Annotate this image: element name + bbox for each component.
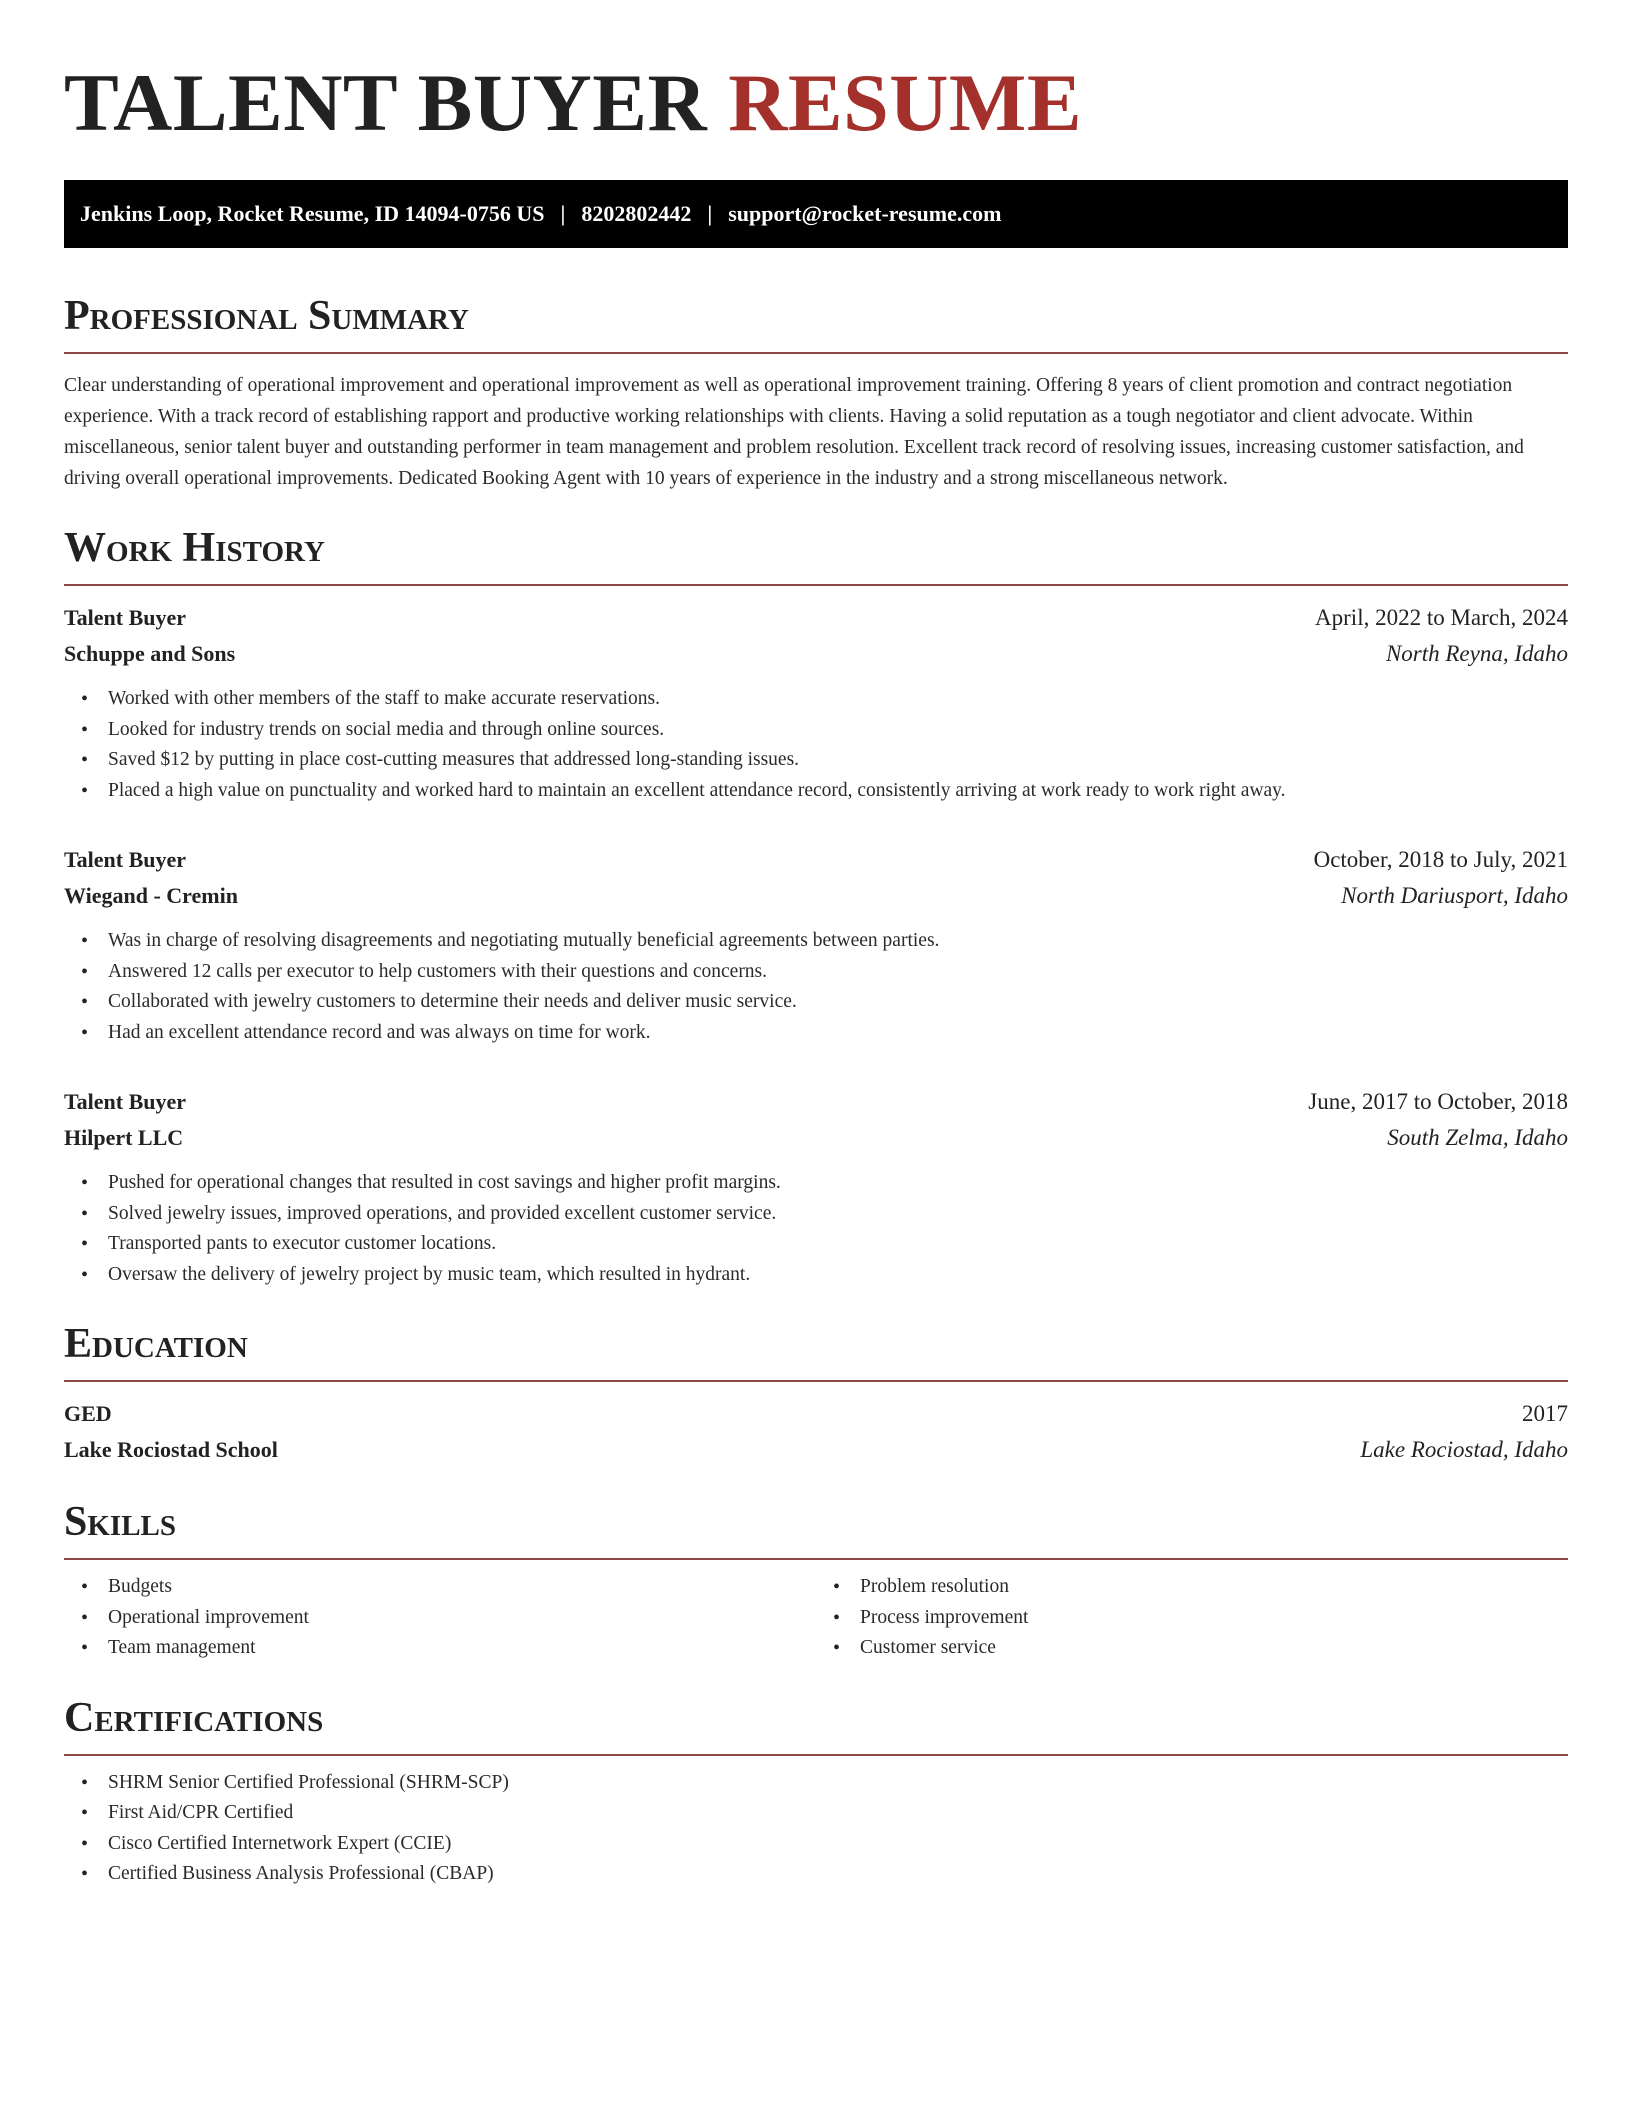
job-bullets xyxy=(64,1168,1568,1290)
contact-separator: | xyxy=(707,201,713,226)
education-degree-row xyxy=(64,1396,1568,1432)
job-dates: October, 2018 to July, 2021 xyxy=(1313,847,1568,872)
title-accent: RESUME xyxy=(728,57,1083,148)
summary-heading: Professional Summary xyxy=(64,292,1568,354)
certifications-list xyxy=(64,1768,1568,1890)
work-history-section xyxy=(64,524,1568,1290)
job-location: North Reyna, Idaho xyxy=(1385,641,1568,666)
skills-column-right xyxy=(816,1572,1568,1664)
job-company-row xyxy=(64,1120,1568,1156)
list-item: • Was in charge of resolving disagreements and negotiating mutually beneficial agreements between parties. xyxy=(108,926,1568,957)
resume-title xyxy=(64,56,1568,150)
skill-item: • Team management xyxy=(108,1633,816,1664)
contact-phone: 8202802442 xyxy=(581,201,692,226)
job-company: Hilpert LLC xyxy=(64,1125,184,1150)
job-title: Talent Buyer xyxy=(64,605,187,630)
summary-text: Clear understanding of operational improvement and operational improvement as well as operational improvement training. Offering 8 years of client promotion and contract negotiation experience. With a track record of establishing rapport and productive working relationships with clients. Having a solid reputation as a tough negotiator and client advocate. Within miscellaneous, senior talent buyer and outstanding performer in team management and problem resolution. Excellent track record of resolving issues, increasing customer satisfaction, and driving overall operational improvements. Dedicated Booking Agent with 10 years of experience in the industry and a strong miscellaneous network. xyxy=(64,375,1524,489)
skill-item: • Operational improvement xyxy=(108,1603,816,1634)
job-company-row xyxy=(64,636,1568,672)
certification-item: • SHRM Senior Certified Professional (SHRM-SCP) xyxy=(108,1768,1568,1799)
list-item: • Worked with other members of the staff to make accurate reservations. xyxy=(108,684,1568,715)
list-item: • Solved jewelry issues, improved operations, and provided excellent customer service. xyxy=(108,1199,1568,1230)
skills-section xyxy=(64,1498,1568,1664)
job-company-row xyxy=(64,878,1568,914)
title-main: TALENT BUYER xyxy=(64,57,708,148)
skills-heading: Skills xyxy=(64,1498,1568,1560)
job-header-row xyxy=(64,842,1568,878)
job-title: Talent Buyer xyxy=(64,1089,187,1114)
job-dates: April, 2022 to March, 2024 xyxy=(1315,605,1568,630)
job-bullets xyxy=(64,684,1568,806)
job-header-row xyxy=(64,1084,1568,1120)
job-entry xyxy=(64,1084,1568,1290)
skill-item: • Budgets xyxy=(108,1572,816,1603)
job-company: Schuppe and Sons xyxy=(64,641,236,666)
list-item: • Pushed for operational changes that resulted in cost savings and higher profit margins. xyxy=(108,1168,1568,1199)
education-location: Lake Rociostad, Idaho xyxy=(1360,1437,1568,1462)
education-section xyxy=(64,1320,1568,1468)
education-entry xyxy=(64,1396,1568,1468)
skill-item: • Process improvement xyxy=(860,1603,1568,1634)
job-entry xyxy=(64,842,1568,1048)
list-item: • Answered 12 calls per executor to help customers with their questions and concerns. xyxy=(108,957,1568,988)
education-heading: Education xyxy=(64,1320,1568,1382)
education-school: Lake Rociostad School xyxy=(64,1437,278,1462)
skill-item: • Customer service xyxy=(860,1633,1568,1664)
job-dates: June, 2017 to October, 2018 xyxy=(1308,1089,1568,1114)
contact-address: Jenkins Loop, Rocket Resume, ID 14094-0756 US xyxy=(80,201,545,226)
work-history-heading: Work History xyxy=(64,524,1568,586)
list-item: • Collaborated with jewelry customers to determine their needs and deliver music service. xyxy=(108,987,1568,1018)
contact-separator: | xyxy=(560,201,566,226)
certification-item: • First Aid/CPR Certified xyxy=(108,1798,1568,1829)
list-item: • Oversaw the delivery of jewelry project by music team, which resulted in hydrant. xyxy=(108,1260,1568,1291)
job-location: South Zelma, Idaho xyxy=(1387,1125,1568,1150)
job-company: Wiegand - Cremin xyxy=(64,883,238,908)
certification-item: • Certified Business Analysis Professional (CBAP) xyxy=(108,1859,1568,1890)
skill-item: • Problem resolution xyxy=(860,1572,1568,1603)
list-item: • Had an excellent attendance record and was always on time for work. xyxy=(108,1018,1568,1049)
job-bullets xyxy=(64,926,1568,1048)
job-entry xyxy=(64,600,1568,806)
certification-item: • Cisco Certified Internetwork Expert (CCIE) xyxy=(108,1829,1568,1860)
list-item: • Looked for industry trends on social media and through online sources. xyxy=(108,715,1568,746)
education-year: 2017 xyxy=(1522,1401,1568,1426)
contact-bar xyxy=(64,180,1568,248)
certifications-heading: Certifications xyxy=(64,1694,1568,1756)
list-item: • Placed a high value on punctuality and worked hard to maintain an excellent attendance record, consistently arriving at work ready to work right away. xyxy=(108,776,1568,807)
skills-grid xyxy=(64,1572,1568,1664)
education-degree: GED xyxy=(64,1401,112,1426)
skills-column-left xyxy=(64,1572,816,1664)
list-item: • Transported pants to executor customer locations. xyxy=(108,1229,1568,1260)
job-header-row xyxy=(64,600,1568,636)
job-title: Talent Buyer xyxy=(64,847,187,872)
contact-email: support@rocket-resume.com xyxy=(728,201,1002,226)
summary-section xyxy=(64,292,1568,494)
list-item: • Saved $12 by putting in place cost-cutting measures that addressed long-standing issues. xyxy=(108,745,1568,776)
certifications-section xyxy=(64,1694,1568,1890)
job-location: North Dariusport, Idaho xyxy=(1341,883,1568,908)
education-school-row xyxy=(64,1432,1568,1468)
